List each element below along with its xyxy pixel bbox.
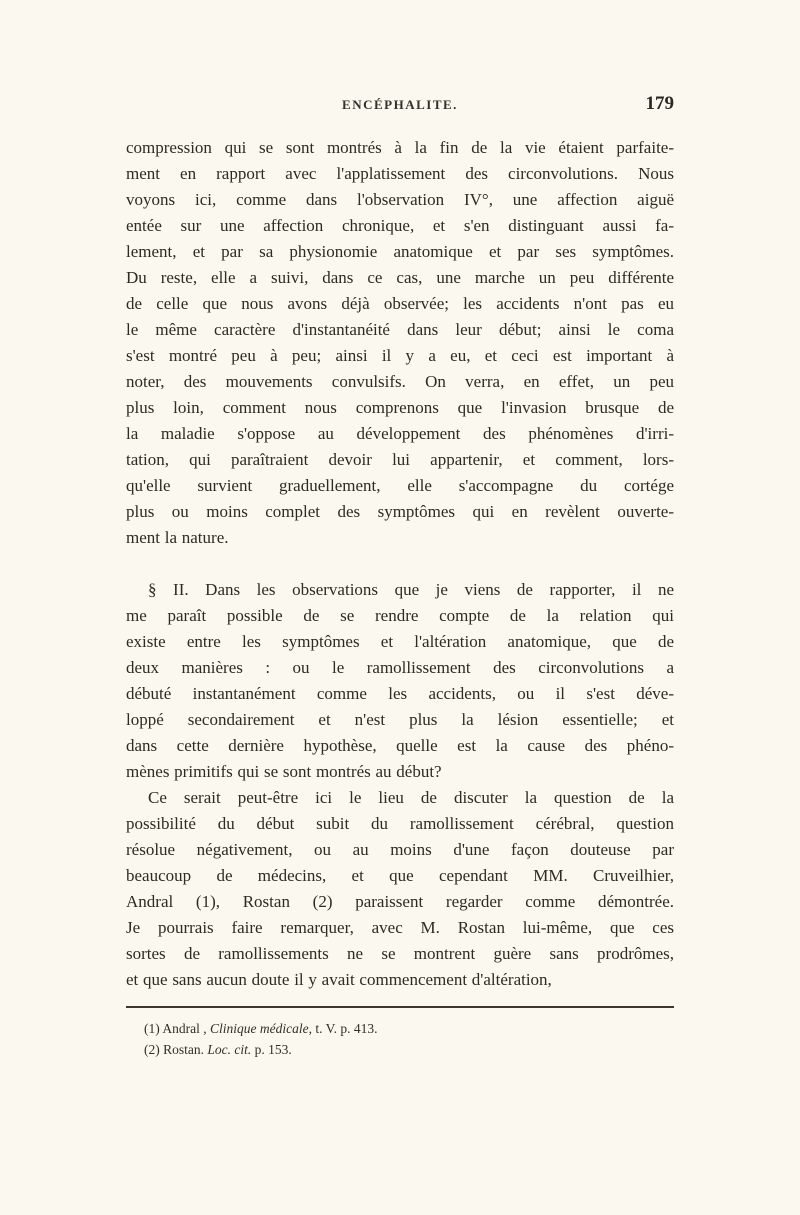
footnote xyxy=(126,1039,674,1060)
footnote-text: (2) Rostan. xyxy=(144,1042,208,1057)
page-number: 179 xyxy=(645,93,674,114)
footnote-list xyxy=(126,1018,674,1060)
text-line: Andral (1), Rostan (2) paraissent regarder comme démontrée. xyxy=(126,892,674,911)
text-line: compression qui se sont montrés à la fin de la vie étaient parfaite- xyxy=(126,138,674,157)
page-header xyxy=(126,93,674,121)
footnote-text: (1) Andral , xyxy=(144,1021,210,1036)
footnote-rule xyxy=(126,1006,674,1008)
text-line: me paraît possible de se rendre compte de la relation qui xyxy=(126,606,674,625)
footnote-section xyxy=(126,1006,674,1060)
paragraph xyxy=(126,135,674,551)
text-line: sortes de ramollissements ne se montrent guère sans prodrômes, xyxy=(126,944,674,963)
text-line: voyons ici, comme dans l'observation IV°, une affection aiguë xyxy=(126,190,674,209)
text-line: résolue négativement, ou au moins d'une façon douteuse par xyxy=(126,840,674,859)
book-page xyxy=(126,0,674,1060)
text-line: entée sur une affection chronique, et s'en distinguant aussi fa- xyxy=(126,216,674,235)
text-line: plus ou moins complet des symptômes qui en revèlent ouverte- xyxy=(126,502,674,521)
text-line: et que sans aucun doute il y avait commencement d'altération, xyxy=(126,970,552,989)
text-line: beaucoup de médecins, et que cependant MM. Cruveilhier, xyxy=(126,866,674,885)
text-line: qu'elle survient graduellement, elle s'accompagne du cortége xyxy=(126,476,674,495)
text-line: ment en rapport avec l'applatissement des circonvolutions. Nous xyxy=(126,164,674,183)
text-line: noter, des mouvements convulsifs. On verra, en effet, un peu xyxy=(126,372,674,391)
text-line: lement, et par sa physionomie anatomique et par ses symptômes. xyxy=(126,242,674,261)
text-line: deux manières : ou le ramollissement des circonvolutions a xyxy=(126,658,674,677)
footnote-text: p. 153. xyxy=(251,1042,292,1057)
footnote-citation-italic: Loc. cit. xyxy=(207,1042,252,1057)
text-line: dans cette dernière hypothèse, quelle est la cause des phéno- xyxy=(126,736,674,755)
text-line: Du reste, elle a suivi, dans ce cas, une marche un peu différente xyxy=(126,268,674,287)
running-title: ENCÉPHALITE. xyxy=(342,97,458,112)
text-line: existe entre les symptômes et l'altération anatomique, que de xyxy=(126,632,674,651)
text-line: loppé secondairement et n'est plus la lésion essentielle; et xyxy=(126,710,674,729)
text-line: plus loin, comment nous comprenons que l'invasion brusque de xyxy=(126,398,674,417)
body-text xyxy=(126,135,674,993)
text-line: tation, qui paraîtraient devoir lui appartenir, et comment, lors- xyxy=(126,450,674,469)
paragraph xyxy=(126,577,674,785)
text-line: de celle que nous avons déjà observée; les accidents n'ont pas eu xyxy=(126,294,674,313)
footnote-citation-italic: Clinique médicale xyxy=(209,1021,309,1036)
text-line: ment la nature. xyxy=(126,528,229,547)
footnote-text: , t. V. p. 413. xyxy=(308,1021,378,1036)
text-line: débuté instantanément comme les accidents, ou il s'est déve- xyxy=(126,684,674,703)
text-line: possibilité du début subit du ramollissement cérébral, question xyxy=(126,814,674,833)
text-line: Je pourrais faire remarquer, avec M. Rostan lui-même, que ces xyxy=(126,918,674,937)
text-line: Ce serait peut-être ici le lieu de discuter la question de la xyxy=(148,788,674,807)
text-line: la maladie s'oppose au développement des phénomènes d'irri- xyxy=(126,424,674,443)
text-line: § II. Dans les observations que je viens de rapporter, il ne xyxy=(148,580,674,599)
paragraph xyxy=(126,785,674,993)
text-line: le même caractère d'instantanéité dans leur début; ainsi le coma xyxy=(126,320,674,339)
text-line: mènes primitifs qui se sont montrés au début? xyxy=(126,762,442,781)
footnote xyxy=(126,1018,674,1039)
text-line: s'est montré peu à peu; ainsi il y a eu, et ceci est important à xyxy=(126,346,674,365)
